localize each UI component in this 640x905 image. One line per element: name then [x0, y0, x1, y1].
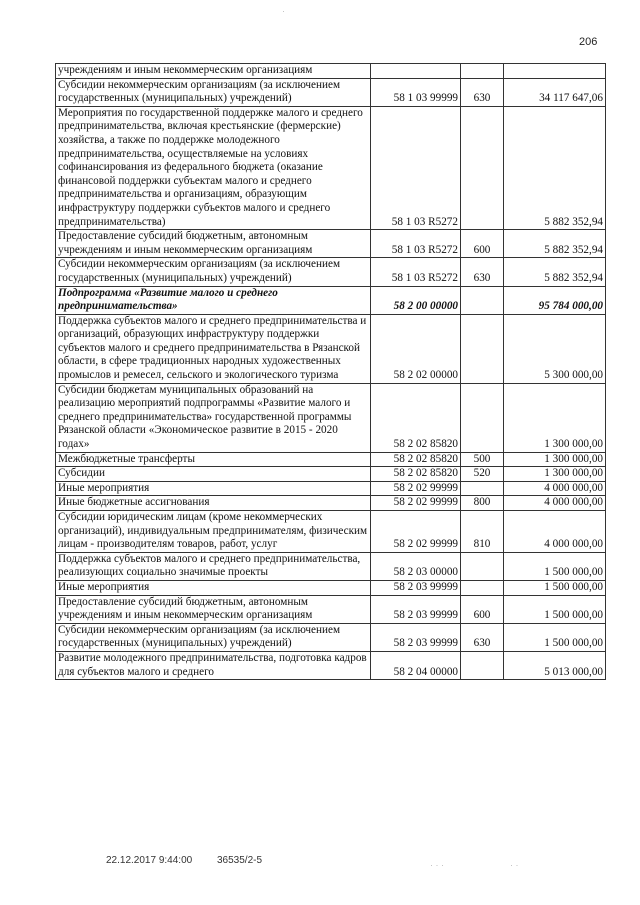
row-code-cell: 58 2 02 85820 [371, 467, 461, 482]
scan-noise: · · [510, 860, 519, 870]
table-row [56, 552, 606, 580]
table-row [56, 106, 606, 229]
row-code-cell: 58 2 02 99999 [371, 496, 461, 511]
row-vr-cell [461, 651, 504, 679]
row-name-cell: учреждениям и иным некоммерческим организациям [56, 64, 371, 79]
row-code-cell: 58 2 02 85820 [371, 383, 461, 452]
row-code-cell: 58 2 02 99999 [371, 511, 461, 553]
row-sum-cell: 4 000 000,00 [504, 496, 606, 511]
page-footer [106, 855, 284, 866]
table-row [56, 64, 606, 79]
row-code-cell: 58 1 03 R5272 [371, 230, 461, 258]
row-name-cell: Иные мероприятия [56, 580, 371, 595]
row-vr-cell: 600 [461, 595, 504, 623]
row-vr-cell [461, 106, 504, 229]
row-vr-cell [461, 383, 504, 452]
table-row [56, 452, 606, 467]
row-sum-cell: 1 300 000,00 [504, 452, 606, 467]
table-row [56, 580, 606, 595]
row-code-cell: 58 2 02 00000 [371, 314, 461, 383]
row-name-cell: Субсидии бюджетам муниципальных образований на реализацию мероприятий подпрограммы «Развитие малого и среднего предпринимательства» государственной программы Рязанской области «Экономическое развитие в 2015 - 2020 годах» [56, 383, 371, 452]
row-vr-cell [461, 64, 504, 79]
table-row [56, 481, 606, 496]
row-name-cell: Поддержка субъектов малого и среднего предпринимательства и организаций, образующих инфраструктуру поддержки субъектов малого и среднего предпринимательства в Рязанской области, в сфере традиционных народных художественных промыслов и ремесел, сельского и экологического туризма [56, 314, 371, 383]
table-row [56, 258, 606, 286]
table-row [56, 383, 606, 452]
table-row [56, 467, 606, 482]
row-sum-cell: 95 784 000,00 [504, 286, 606, 314]
row-name-cell: Субсидии некоммерческим организациям (за исключением государственных (муниципальных) учреждений) [56, 78, 371, 106]
row-sum-cell: 4 000 000,00 [504, 511, 606, 553]
row-name-cell: Мероприятия по государственной поддержке малого и среднего предпринимательства, включая крестьянские (фермерские) хозяйства, а также по поддержке молодежного предпринимательства, осуществляемые на условиях софинансирования из федерального бюджета (оказание финансовой поддержки субъектам малого и среднего предпринимательства и организациям, образующим инфраструктуру поддержки субъектов малого и среднего предпринимательства) [56, 106, 371, 229]
row-vr-cell: 630 [461, 258, 504, 286]
table-row [56, 595, 606, 623]
row-sum-cell: 4 000 000,00 [504, 481, 606, 496]
row-code-cell: 58 1 03 99999 [371, 78, 461, 106]
row-vr-cell [461, 580, 504, 595]
row-vr-cell: 800 [461, 496, 504, 511]
row-name-cell: Иные бюджетные ассигнования [56, 496, 371, 511]
row-code-cell: 58 2 03 99999 [371, 580, 461, 595]
scan-noise: · [282, 6, 285, 16]
table-row [56, 496, 606, 511]
row-vr-cell: 500 [461, 452, 504, 467]
row-code-cell: 58 1 03 R5272 [371, 106, 461, 229]
row-name-cell: Поддержка субъектов малого и среднего предпринимательства, реализующих социально значимые проекты [56, 552, 371, 580]
row-name-cell: Субсидии некоммерческим организациям (за исключением государственных (муниципальных) учреждений) [56, 258, 371, 286]
row-sum-cell: 1 500 000,00 [504, 595, 606, 623]
row-sum-cell: 1 300 000,00 [504, 467, 606, 482]
row-sum-cell: 5 013 000,00 [504, 651, 606, 679]
table-row [56, 314, 606, 383]
row-vr-cell [461, 314, 504, 383]
table-row [56, 230, 606, 258]
table-row [56, 651, 606, 679]
row-name-cell: Предоставление субсидий бюджетным, автономным учреждениям и иным некоммерческим организациям [56, 595, 371, 623]
row-sum-cell: 5 882 352,94 [504, 106, 606, 229]
page-number: 206 [579, 36, 598, 48]
row-name-cell: Развитие молодежного предпринимательства, подготовка кадров для субъектов малого и среднего [56, 651, 371, 679]
row-vr-cell: 810 [461, 511, 504, 553]
row-code-cell: 58 2 00 00000 [371, 286, 461, 314]
row-vr-cell [461, 552, 504, 580]
table-row [56, 511, 606, 553]
table-row [56, 78, 606, 106]
row-sum-cell: 1 300 000,00 [504, 383, 606, 452]
row-name-cell: Предоставление субсидий бюджетным, автономным учреждениям и иным некоммерческим организациям [56, 230, 371, 258]
row-vr-cell: 520 [461, 467, 504, 482]
document-reference: 36535/2-5 [216, 855, 263, 866]
row-name-cell: Межбюджетные трансферты [56, 452, 371, 467]
print-datetime: 22.12.2017 9:44:00 [106, 855, 193, 866]
row-name-cell: Подпрограмма «Развитие малого и среднего предпринимательства» [56, 286, 371, 314]
row-name-cell: Субсидии [56, 467, 371, 482]
row-name-cell: Иные мероприятия [56, 481, 371, 496]
row-vr-cell: 600 [461, 230, 504, 258]
row-sum-cell: 1 500 000,00 [504, 580, 606, 595]
row-name-cell: Субсидии юридическим лицам (кроме некоммерческих организаций), индивидуальным предпринимателям, физическим лицам - производителям товаров, работ, услуг [56, 511, 371, 553]
row-code-cell: 58 1 03 R5272 [371, 258, 461, 286]
table-row [56, 623, 606, 651]
row-sum-cell [504, 64, 606, 79]
row-code-cell: 58 2 02 99999 [371, 481, 461, 496]
table-row [56, 286, 606, 314]
row-sum-cell: 5 882 352,94 [504, 258, 606, 286]
budget-table-body [56, 64, 606, 680]
row-name-cell: Субсидии некоммерческим организациям (за исключением государственных (муниципальных) учреждений) [56, 623, 371, 651]
row-code-cell: 58 2 03 99999 [371, 595, 461, 623]
budget-table [55, 63, 606, 680]
row-code-cell: 58 2 02 85820 [371, 452, 461, 467]
row-code-cell [371, 64, 461, 79]
row-code-cell: 58 2 04 00000 [371, 651, 461, 679]
row-vr-cell [461, 481, 504, 496]
row-vr-cell [461, 286, 504, 314]
scan-noise: · · · [430, 860, 444, 870]
row-sum-cell: 1 500 000,00 [504, 623, 606, 651]
row-sum-cell: 5 882 352,94 [504, 230, 606, 258]
row-sum-cell: 5 300 000,00 [504, 314, 606, 383]
row-vr-cell: 630 [461, 623, 504, 651]
row-vr-cell: 630 [461, 78, 504, 106]
row-sum-cell: 34 117 647,06 [504, 78, 606, 106]
row-code-cell: 58 2 03 00000 [371, 552, 461, 580]
row-code-cell: 58 2 03 99999 [371, 623, 461, 651]
row-sum-cell: 1 500 000,00 [504, 552, 606, 580]
